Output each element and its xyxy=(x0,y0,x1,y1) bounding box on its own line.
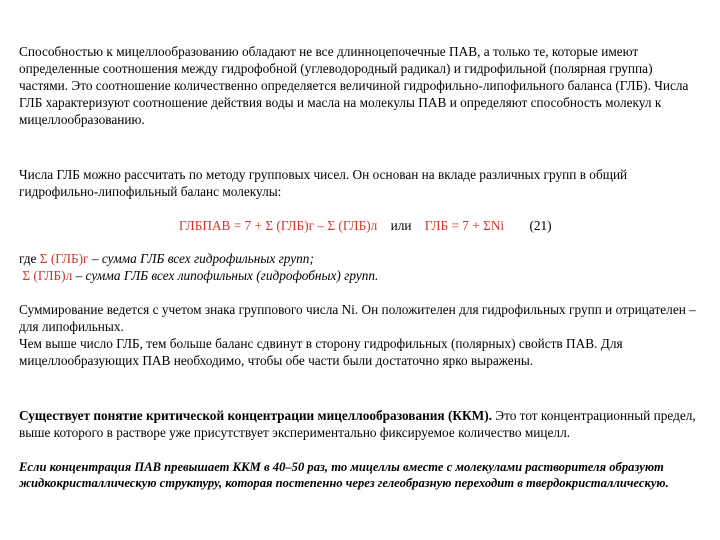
cmc-definition: Это тот концентрационный предел, выше которого в растворе уже присутствует экспериментально фиксируемое количество мицелл. xyxy=(19,408,696,440)
definition-lipophilic xyxy=(19,267,378,284)
definition-hydrophilic xyxy=(19,250,378,267)
def-text-lipophilic: – сумма ГЛБ всех липофильных (гидрофобных) групп. xyxy=(72,268,379,283)
def-text-hydrophilic: – сумма ГЛБ всех гидрофильных групп; xyxy=(88,251,314,266)
def-sym-lipophilic: Σ (ГЛБ)л xyxy=(22,268,73,283)
paragraph-cmc xyxy=(19,407,703,441)
formula-left: ГЛБПАВ = 7 + Σ (ГЛБ)г – Σ (ГЛБ)л xyxy=(179,218,378,233)
formula-hlb xyxy=(179,217,552,234)
def-prefix: где xyxy=(19,251,40,266)
formula-or: или xyxy=(390,218,412,233)
paragraph-summation-a: Суммирование ведется с учетом знака группового числа Ni. Он положителен для гидрофильных групп и отрицателен – для липофильных. xyxy=(19,302,696,334)
formula-right: ГЛБ = 7 + ΣNi xyxy=(424,218,505,233)
formula-number: (21) xyxy=(529,218,552,233)
paragraph-liquid-crystal: Если концентрация ПАВ превышает ККМ в 40–50 раз, то мицеллы вместе с молекулами растворителя образуют жидкокристаллическую структуру, которая постепенно через гелеобразную переходит в твердокристаллическую. xyxy=(19,460,669,490)
paragraph-group-numbers: Числа ГЛБ можно рассчитать по методу групповых чисел. Он основан на вкладе различных групп в общий гидрофильно-липофильный баланс молекулы: xyxy=(19,167,628,199)
paragraph-summation-b: Чем выше число ГЛБ, тем больше баланс сдвинут в сторону гидрофильных (полярных) свойств ПАВ. Для мицеллообразующих ПАВ необходимо, чтобы обе части были достаточно ярко выражены. xyxy=(19,336,623,368)
cmc-term: Существует понятие критической концентрации мицеллообразования (ККМ). xyxy=(19,408,492,423)
formula-definitions xyxy=(19,250,378,284)
def-sym-hydrophilic: Σ (ГЛБ)г xyxy=(39,251,89,266)
paragraph-hlb-intro: Способностью к мицеллообразованию обладают не все длинноцепочечные ПАВ, а только те, которые имеют определенные соотношения между гидрофобной (углеводородный радикал) и гидрофильной (полярная группа) частями. Это соотношение количественно определяется величиной гидрофильно-липофильного баланса (ГЛБ). Числа ГЛБ характеризуют соотношение действия воды и масла на молекулы ПАВ и определяют способность молекул к мицеллообразованию. xyxy=(19,44,689,127)
paragraph-summation xyxy=(19,301,703,369)
